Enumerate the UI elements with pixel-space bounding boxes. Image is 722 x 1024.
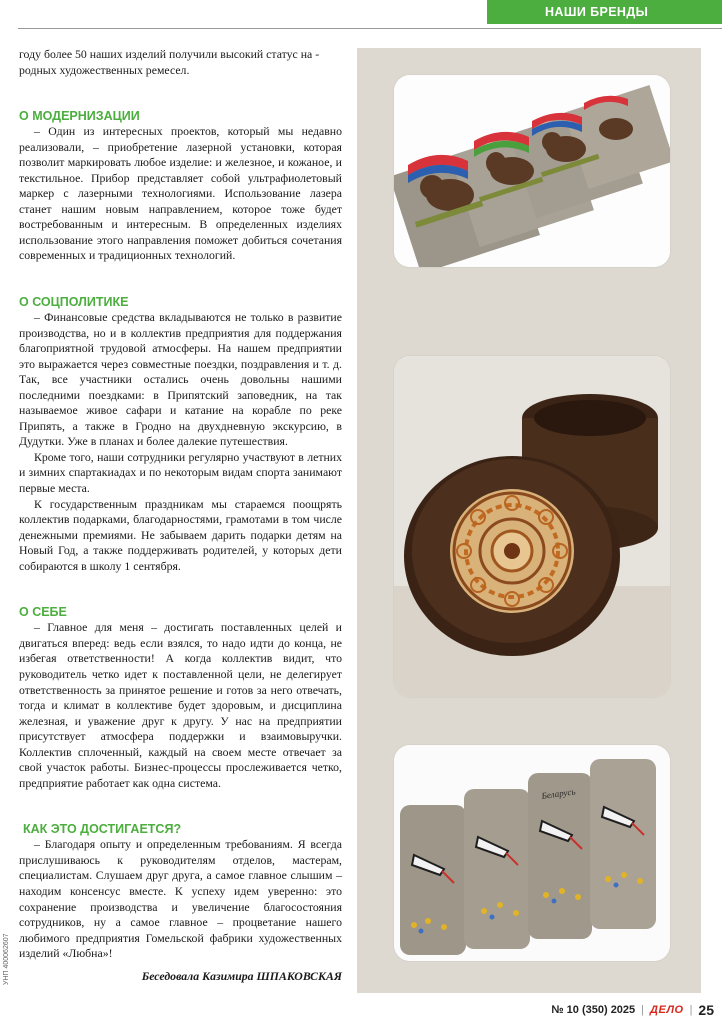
page-footer — [551, 1002, 714, 1018]
footer-separator: | — [641, 1004, 645, 1016]
magazine-logo: ДЕЛО — [650, 1004, 684, 1016]
embroidery-text: Беларусь — [540, 786, 577, 801]
photo-wooden-box-quilling — [394, 356, 670, 697]
intro-line-1: году более 50 наших изделий получили высокий статус на - — [19, 47, 320, 61]
heading-social-policy: О СОЦПОЛИТИКЕ — [19, 295, 129, 310]
towels-bison-image — [394, 75, 670, 267]
page-number: 25 — [698, 1002, 714, 1018]
author-signature: Беседовала Казимира ШПАКОВСКАЯ — [141, 969, 342, 983]
wooden-box-image — [394, 356, 670, 697]
footer-separator-2: | — [689, 1004, 693, 1016]
header-rule — [18, 28, 722, 29]
section-header-band — [487, 0, 722, 24]
paragraph-social-policy-1: – Финансовые средства вкладываются не только в развитие производства, но и в коллектив предприятия для поддержания благоприятной трудовой атмосферы. На нашем предприятии это выражается через совместные поездки, поздравления и т. д. Так, все участники остались очень довольны нашими последними поездками: в Припятский заповедник, на так называемое живое сафари и катание на корабле по реке Припять, а также в Гродно на двухдневную экскурсию, в Дудутки. Уже в планах и более далекие путешествия. — [19, 310, 342, 449]
issue-number: № 10 (350) 2025 — [551, 1004, 636, 1016]
section-label: НАШИ БРЕНДЫ — [545, 5, 649, 19]
heading-how-achieved: КАК ЭТО ДОСТИГАЕТСЯ? — [23, 822, 182, 837]
photo-embroidered-towels-storks — [394, 745, 670, 961]
photo-embroidered-towels-bison — [394, 75, 670, 267]
article-text-column — [19, 47, 342, 962]
heading-modernization: О МОДЕРНИЗАЦИИ — [19, 109, 140, 124]
registration-code: УНП 400062607 — [3, 933, 10, 985]
towels-storks-image — [394, 745, 670, 961]
paragraph-social-policy-2: Кроме того, наши сотрудники регулярно участвуют в летних и зимних спартакиадах и по некоторым видам спорта занимают первые места. — [19, 449, 342, 496]
paragraph-about-self: – Главное для меня – достигать поставленных целей и двигаться вперед: ведь если взялся, то надо идти до конца, не избегая ответственности! А когда коллектив видит, что руководитель четко идет к поставленной цели, не делегирует ответственность за принятое решение и готов за него отвечать, тогда и климат в коллективе будет здоровым, и дисциплина железная, и уважение друг к другу. У нас на предприятии присутствует атмосфера поддержки и взаимовыручки. Коллектив сплоченный, каждый на своем месте отвечает за свой участок работы. Бизнес-процессы прослеживается четко, предприятие работает как одна система. — [19, 620, 342, 790]
paragraph-modernization: – Один из интересных проектов, который мы недавно реализовали, – приобретение лазерной установки, которая позволит маркировать любое изделие: и железное, и кожаное, и текстильное. Прибор представляет собой ультрафиолетовый маркер с лазерными технологиями. Использование лазера станет нашим новым направлением, которое тоже будет востребованным и интересным. В определенных изделиях использование этого направления поможет добиться сочетания современных и традиционных технологий. — [19, 124, 342, 263]
paragraph-social-policy-3: К государственным праздникам мы стараемся поощрять коллектив подарками, благодарностями, грамотами в том числе денежными премиями. Не забываем дарить подарки детям на Новый Год, а также поддерживать родителей, у которых дети собираются в школу 1 сентября. — [19, 496, 342, 573]
intro-line-2: родных художественных ремесел. — [19, 62, 190, 77]
paragraph-how-achieved: – Благодаря опыту и определенным требованиям. Я всегда прислушиваюсь к руководителям отделов, мастерам, специалистам. Слушаем друг друга, а самое главное слышим – находим консенсус вместе. К успеху идем уверенно: это сохранение производства и увеличение благосостояния сотрудников, ну а самое главное – процветание нашего любимого предприятия Гомельской фабрики художественных изделий «Любна»! — [19, 837, 342, 961]
heading-about-self: О СЕБЕ — [19, 605, 67, 620]
photo-panel — [357, 48, 701, 993]
